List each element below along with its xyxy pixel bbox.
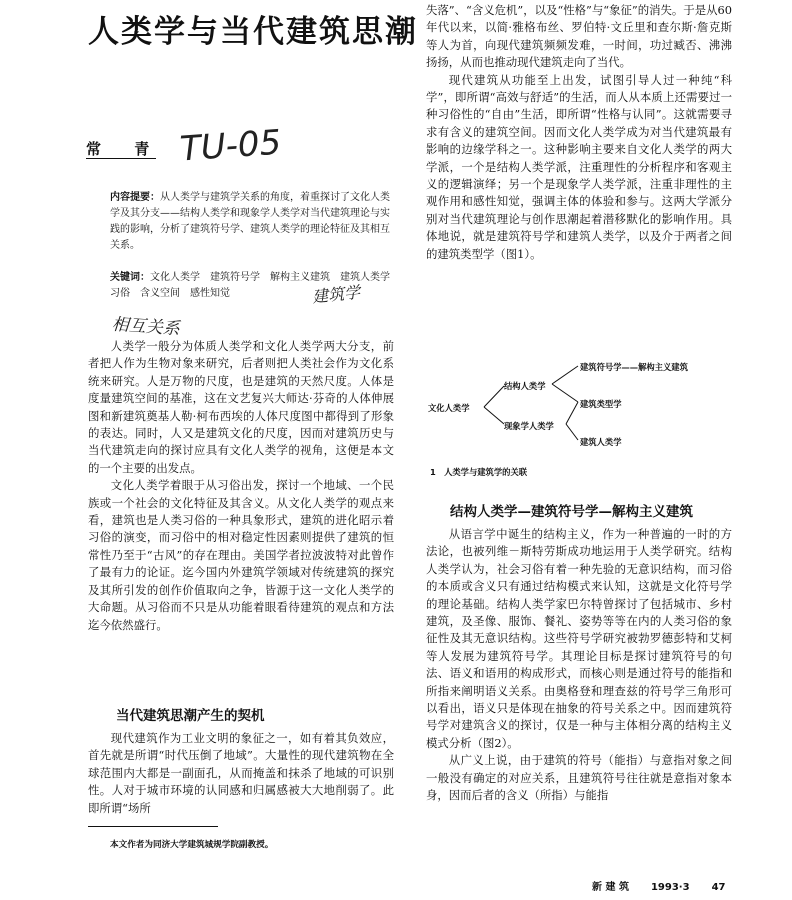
- page-number: 47: [711, 882, 726, 893]
- diagram-node-structural: 结构人类学: [504, 381, 546, 391]
- paragraph: 现代建筑作为工业文明的象征之一，如有着其负效应，首先就是所谓“时代压倒了地域”。大量性的现代建筑物在全球范围内大都是一副面孔，从而掩盖和抹杀了地域的可识别性。人对于城市环境的认同感和归属感被大大地削弱了。此即所谓“场所: [88, 731, 394, 815]
- figure-1-diagram: [426, 352, 732, 462]
- section-heading: 结构人类学—建筑符号学—解构主义建筑: [450, 504, 693, 520]
- paragraph: 现代建筑从功能至上出发，试图引导人过一种纯“科学”，即所谓“高效与舒适”的生活，而人从本质上还需要过一种习俗性的“自由”生活，即所谓“性格与认同”。这就需要寻求有含义的建筑空间。因而文化人类学成为对当代建筑最有影响的边缘学科之一。这种影响主要来自文化人类学的两大学派，一个是结构人类学派，注重理性的分析程序和客观主义的逻辑演绎；另一个是现象学人类学派，注重非理性的主观作用和感性知觉，强调主体的体验和参与。这两大学派分别对当代建筑理论与创作思潮起着潜移默化的影响作用。具体地说，就是建筑符号学和建筑人类学，以及介于两者之间的建筑类型学（图1）。: [426, 72, 732, 261]
- diagram-node-phenomenological: 现象学人类学: [504, 421, 554, 431]
- article-title: 人类学与当代建筑思潮: [88, 14, 418, 50]
- paragraph: 失落”、“含义危机”，以及“性格”与“象征”的消失。于是从60年代以来，以简·雅格布丝、罗伯特·文丘里和查尔斯·詹克斯等人为首，向现代建筑频频发难，一时间，功过臧否、沸沸扬扬，从而也推动现代建筑走向了当代。: [426, 3, 732, 70]
- handwritten-keyword: 建筑学: [311, 282, 361, 307]
- figure-caption: 1 人类学与建筑学的关联: [430, 467, 528, 477]
- diagram-node-root: 文化人类学: [428, 403, 470, 413]
- page-footer: [592, 878, 747, 893]
- section-heading: 当代建筑思潮产生的契机: [116, 708, 265, 724]
- footnote-rule: [88, 826, 218, 827]
- right-column-body-2: [426, 526, 732, 805]
- handwritten-category: 相互关系: [111, 314, 181, 340]
- issue-number: 1993·3: [650, 882, 690, 893]
- keywords-text: 文化人类学 建筑符号学 解构主义建筑 建筑人类学 习俗 含义空间 感性知觉: [110, 272, 400, 299]
- right-column-body: [426, 2, 732, 263]
- paragraph: 从语言学中诞生的结构主义，作为一种普遍的一时的方法论，也被列维－斯特劳斯成功地运用于人类学研究。结构人类学认为，社会习俗有着一种先验的无意识结构，而习俗的本质或含义只有通过结构模式来认知，这就是文化符号学的理论基础。结构人类学家巴尔特曾探讨了包括城市、乡村建筑，及圣像、服饰、餐礼、姿势等等在内的人类习俗的象征性及其无意识结构。这些符号学研究被勃罗德彭特和艾柯等人发展为建筑符号学。其理论目标是探讨建筑符号的句法、语义和语用的构成形式，而核心则是通过符号的能指和所指来阐明语义关系。由奥格登和理查兹的符号学三角形可以看出，语义只是体现在抽象的符号关系之中。因而建筑符号学对建筑含义的探讨，仅是一种与主体相分离的结构主义模式分析（图2）。: [426, 527, 732, 750]
- connector-line: [552, 366, 578, 384]
- abstract-label: 内容提要：: [110, 192, 160, 203]
- article-author: 常 青: [86, 140, 164, 158]
- diagram-node-typology: 建筑类型学: [580, 399, 622, 409]
- diagram-node-semiotics: 建筑符号学——解构主义建筑: [580, 362, 688, 372]
- connector-line: [566, 424, 578, 440]
- left-column-body-2: [88, 730, 394, 817]
- author-footnote: 本文作者为同济大学建筑城规学院副教授。: [110, 840, 274, 850]
- left-column-body: [88, 338, 394, 634]
- author-underline: [86, 158, 156, 159]
- paragraph: 从广义上说，由于建筑的符号（能指）与意指对象之间一般没有确定的对应关系，且建筑符号往往就是意指对象本身，因而后者的含义（所指）与能指: [426, 753, 732, 803]
- paragraph: 人类学一般分为体质人类学和文化人类学两大分支，前者把人作为生物对象来研究，后者则把人类社会作为文化系统来研究。人是万物的尺度，也是建筑的天然尺度。人体是度量建筑空间的基准，这在文艺复兴大师达·芬奇的人体伸展图和新建筑奠基人勒·柯布西埃的人体尺度图中都得到了形象的表达。同时，人又是建筑文化的尺度，因而对建筑历史与当代建筑走向的探讨应具有文化人类学的视角，这便是本文的一个主要的出发点。: [88, 339, 394, 475]
- abstract-text: 从人类学与建筑学关系的角度，着重探讨了文化人类学及其分支——结构人类学和现象学人类学对当代建筑理论与实践的影响，分析了建筑符号学、建筑人类学的理论特征及其相互关系。: [110, 192, 390, 251]
- abstract: [110, 190, 390, 254]
- connector-line: [552, 384, 578, 402]
- connector-line: [484, 407, 504, 424]
- diagram-node-anthropology: 建筑人类学: [580, 437, 622, 447]
- keywords-label: 关键词：: [110, 272, 150, 283]
- handwritten-classification-code: TU-05: [178, 122, 283, 170]
- connector-line: [484, 386, 504, 407]
- paragraph: 文化人类学着眼于从习俗出发，探讨一个地域、一个民族或一个社会的文化特征及其含义。从文化人类学的观点来看，建筑也是人类习俗的一种具象形式，建筑的进化昭示着习俗的演变，而习俗中的相对稳定性因素则提供了建筑的恒常性乃至于“古风”的存在理由。美国学者拉波波特对此曾作了最有力的论证。迄今国内外建筑学领域对传统建筑的探究及其所引发的创作价值取向之争，皆源于这一文化人类学的大命题。从习俗而不只是从功能着眼看待建筑的观点和方法迄今依然盛行。: [88, 478, 394, 632]
- journal-name: 新 建 筑: [592, 882, 629, 893]
- connector-line: [566, 402, 578, 424]
